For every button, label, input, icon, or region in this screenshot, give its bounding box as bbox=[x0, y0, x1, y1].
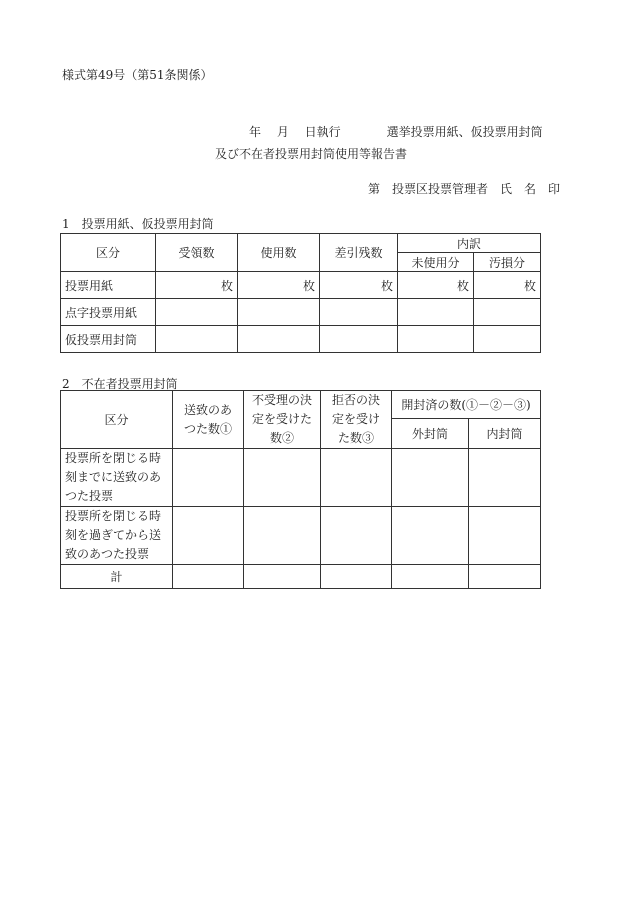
empty-cell[interactable] bbox=[320, 299, 398, 326]
header-outer-envelope: 外封筒 bbox=[392, 418, 469, 448]
empty-cell[interactable] bbox=[244, 507, 321, 565]
empty-cell[interactable] bbox=[474, 326, 541, 353]
table-row bbox=[61, 507, 541, 565]
empty-cell[interactable] bbox=[320, 326, 398, 353]
empty-cell[interactable] bbox=[238, 299, 320, 326]
section2-heading: 2 不在者投票用封筒 bbox=[62, 377, 178, 391]
empty-cell[interactable] bbox=[469, 507, 541, 565]
table-row bbox=[61, 326, 541, 353]
row-label: 投票所を閉じる時 刻を過ぎてから送 致のあつた投票 bbox=[61, 507, 173, 565]
header-inner-envelope: 内封筒 bbox=[469, 418, 541, 448]
ballot-usage-table bbox=[60, 233, 541, 353]
header-category: 区分 bbox=[61, 391, 173, 449]
empty-cell[interactable] bbox=[469, 565, 541, 589]
empty-cell[interactable] bbox=[244, 565, 321, 589]
section1-heading: 1 投票用紙、仮投票用封筒 bbox=[62, 217, 214, 231]
header-received: 受領数 bbox=[156, 234, 238, 272]
unit-cell[interactable]: 枚 bbox=[474, 272, 541, 299]
empty-cell[interactable] bbox=[398, 326, 474, 353]
empty-cell[interactable] bbox=[474, 299, 541, 326]
row-label: 投票所を閉じる時 刻までに送致のあ つた投票 bbox=[61, 449, 173, 507]
report-title-line2: 及び不在者投票用封筒使用等報告書 bbox=[215, 147, 408, 161]
empty-cell[interactable] bbox=[469, 449, 541, 507]
empty-cell[interactable] bbox=[173, 565, 244, 589]
empty-cell[interactable] bbox=[321, 565, 392, 589]
unit-cell[interactable]: 枚 bbox=[320, 272, 398, 299]
table-row bbox=[61, 272, 541, 299]
table-row bbox=[61, 299, 541, 326]
header-sent-count: 送致のあ つた数① bbox=[173, 391, 244, 449]
header-rejected-count: 不受理の決 定を受けた 数② bbox=[244, 391, 321, 449]
empty-cell[interactable] bbox=[244, 449, 321, 507]
unit-cell[interactable]: 枚 bbox=[398, 272, 474, 299]
header-category: 区分 bbox=[61, 234, 156, 272]
form-number: 様式第49号（第51条関係） bbox=[62, 68, 213, 82]
header-opened-count: 開封済の数(①－②－③) bbox=[392, 391, 541, 419]
header-breakdown: 内訳 bbox=[398, 234, 541, 253]
empty-cell[interactable] bbox=[321, 449, 392, 507]
empty-cell[interactable] bbox=[156, 299, 238, 326]
header-used: 使用数 bbox=[238, 234, 320, 272]
table-row bbox=[61, 565, 541, 589]
absentee-envelope-table bbox=[60, 390, 541, 589]
signature-line: 第 投票区投票管理者 氏 名 印 bbox=[368, 182, 561, 196]
empty-cell[interactable] bbox=[392, 449, 469, 507]
unit-cell[interactable]: 枚 bbox=[156, 272, 238, 299]
report-title-line1 bbox=[249, 123, 543, 140]
empty-cell[interactable] bbox=[392, 565, 469, 589]
table-row bbox=[61, 449, 541, 507]
execution-date: 年 月 日執行 bbox=[249, 125, 341, 139]
empty-cell[interactable] bbox=[173, 507, 244, 565]
empty-cell[interactable] bbox=[156, 326, 238, 353]
empty-cell[interactable] bbox=[238, 326, 320, 353]
header-unused: 未使用分 bbox=[398, 253, 474, 272]
unit-cell[interactable]: 枚 bbox=[238, 272, 320, 299]
empty-cell[interactable] bbox=[392, 507, 469, 565]
header-damaged: 汚損分 bbox=[474, 253, 541, 272]
row-label: 投票用紙 bbox=[61, 272, 156, 299]
total-label: 計 bbox=[61, 565, 173, 589]
row-label: 仮投票用封筒 bbox=[61, 326, 156, 353]
empty-cell[interactable] bbox=[398, 299, 474, 326]
report-title-main: 選挙投票用紙、仮投票用封筒 bbox=[386, 125, 543, 139]
empty-cell[interactable] bbox=[173, 449, 244, 507]
header-remaining: 差引残数 bbox=[320, 234, 398, 272]
row-label: 点字投票用紙 bbox=[61, 299, 156, 326]
empty-cell[interactable] bbox=[321, 507, 392, 565]
header-refused-count: 拒否の決 定を受け た数③ bbox=[321, 391, 392, 449]
